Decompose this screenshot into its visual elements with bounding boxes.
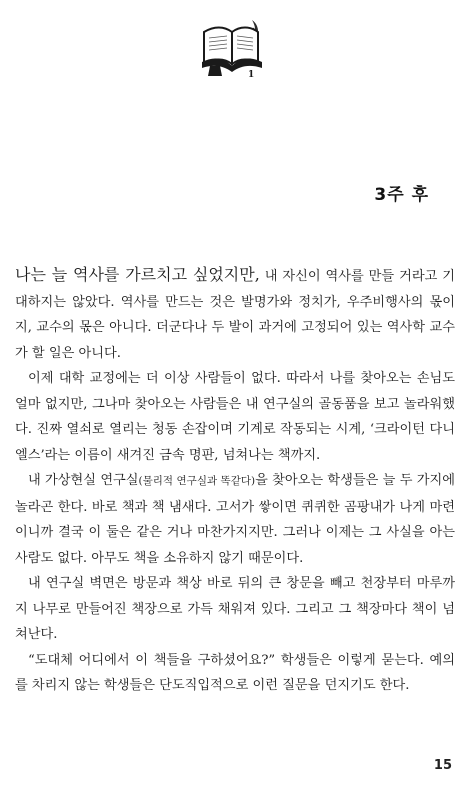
paragraph-1-rest: 내 자신이 역사를 만들 거라고 기대하지는 않았다. 역사를 만드는 것은 발명가와 정치가, 우주비행사의 몫이지, 교수의 몫은 아니다. 더군다나 두 발이 과거에 고정되어 있는 역사학 교수가 할 일은 아니다.	[15, 269, 455, 361]
paragraph-5: “도대체 어디에서 이 책들을 구하셨어요?” 학생들은 이렇게 묻는다. 예의를 차리지 않는 학생들은 단도직입적으로 이런 질문을 던지기도 한다.	[15, 652, 455, 693]
paragraph-3-part-a: 내 가상현실 연구실	[28, 473, 139, 488]
body-text	[15, 262, 455, 699]
ornament-numeral: 1	[248, 70, 255, 80]
paragraph-2: 이제 대학 교정에는 더 이상 사람들이 없다. 따라서 나를 찾아오는 손님도 얼마 없지만, 그나마 찾아오는 사람들은 내 연구실의 골동품을 보고 놀라워했다. 진짜 열쇠로 열리는 청동 손잡이며 기계로 작동되는 시계, ‘크라이턴 다니엘스’라는 이름이 새겨진 금속 명판, 넘쳐나는 책까지.	[15, 371, 455, 463]
open-book-with-quill-icon	[196, 14, 268, 80]
chapter-title: 3주 후	[374, 185, 429, 205]
paragraph-3	[15, 468, 455, 571]
page-number: 15	[433, 758, 452, 773]
paragraph-3-part-b: 을 찾아오는 학생들은 늘 두 가지에 놀라곤 한다. 바로 책과 책 냄새다. 고서가 쌓이면 퀴퀴한 곰팡내가 나게 마련이니까 결국 이 둘은 같은 거나 마찬가지지만. 그러나 이제는 그 사실을 아는 사람도 없다. 아무도 책을 소유하지 않기 때문이다.	[15, 473, 455, 566]
paragraph-3-aside: (물리적 연구실과 똑같다)	[138, 475, 256, 487]
paragraph-1	[15, 262, 455, 366]
paragraph-4: 내 연구실 벽면은 방문과 책상 바로 뒤의 큰 창문을 빼고 천장부터 마루까지 나무로 만들어진 책장으로 가득 채워져 있다. 그리고 그 책장마다 책이 넘쳐난다.	[15, 576, 455, 642]
paragraph-1-lead: 나는 늘 역사를 가르치고 싶었지만,	[15, 265, 260, 284]
